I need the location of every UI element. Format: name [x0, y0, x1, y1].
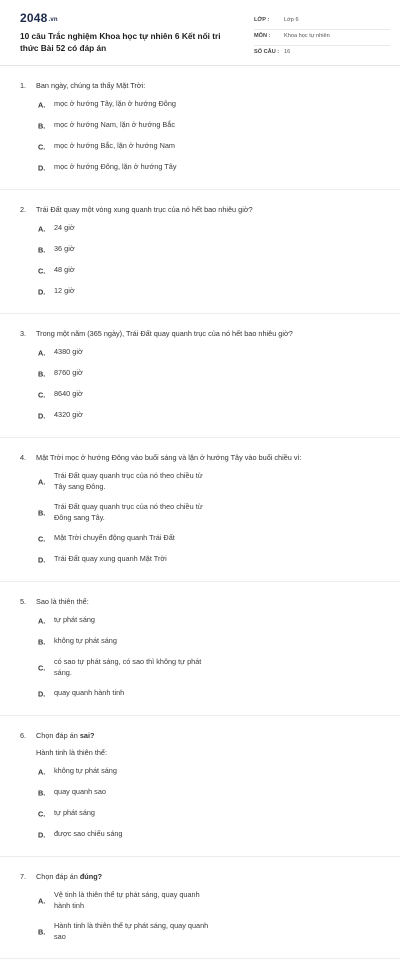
meta-value[interactable]: Lớp 6	[284, 17, 299, 23]
answer-text: Trái Đất quay quanh trục của nó theo chiều từ Tây sang Đông.	[54, 471, 203, 491]
answer-option[interactable]	[38, 502, 210, 523]
answer-option[interactable]	[38, 636, 210, 647]
answer-option[interactable]	[38, 471, 210, 492]
question-number: 4.	[20, 453, 27, 462]
answer-letter: B.	[38, 121, 46, 130]
question-text	[20, 452, 380, 463]
question-text	[20, 730, 380, 741]
answer-option[interactable]	[38, 99, 210, 110]
answer-option[interactable]	[38, 787, 210, 798]
answer-letter: C.	[38, 663, 46, 672]
question-number: 1.	[20, 81, 27, 90]
answer-letter: D.	[38, 555, 46, 564]
page-title: 10 câu Trắc nghiệm Khoa học tự nhiên 6 Kết nối tri thức Bài 52 có đáp án	[20, 31, 221, 53]
answer-letter: B.	[38, 369, 46, 378]
answer-option[interactable]	[38, 141, 210, 152]
answer-text: 48 giờ	[54, 265, 75, 275]
answer-text: quay quanh hành tinh	[54, 688, 125, 698]
question-subtext: Hành tinh là thiên thể:	[36, 748, 107, 757]
answer-text: Hành tinh là thiên thể tự phát sáng, quay quanh sao	[54, 921, 209, 941]
answer-text: Trái Đất quay xung quanh Mặt Trời	[54, 554, 167, 564]
question-number: 5.	[20, 597, 27, 606]
meta-label: SỐ CÂU :	[254, 49, 280, 55]
meta-box	[254, 14, 390, 62]
question-number: 3.	[20, 329, 27, 338]
answer-letter: A.	[38, 224, 46, 233]
meta-value: 16	[284, 49, 291, 55]
answer-text: không tự phát sáng	[54, 636, 117, 646]
answer-letter: B.	[38, 508, 46, 517]
answer-option[interactable]	[38, 368, 210, 379]
answer-text: 4380 giờ	[54, 347, 83, 357]
question-prompt: Ban ngày, chúng ta thấy Mặt Trời:	[36, 81, 146, 90]
answer-letter: C.	[38, 266, 46, 275]
answer-letter: C.	[38, 534, 46, 543]
answer-text: Vệ tinh là thiên thể tự phát sáng, quay quanh hành tinh	[54, 890, 200, 910]
answer-text: 24 giờ	[54, 223, 75, 233]
question-prompt: Sao là thiên thể:	[36, 597, 89, 606]
answer-letter: D.	[38, 830, 46, 839]
answer-option[interactable]	[38, 347, 210, 358]
answer-text: 8760 giờ	[54, 368, 83, 378]
answer-letter: C.	[38, 390, 46, 399]
answer-letter: A.	[38, 477, 46, 486]
answer-grid	[20, 99, 380, 183]
answer-text: 12 giờ	[54, 286, 75, 296]
question-text	[20, 871, 380, 882]
answer-grid	[20, 615, 380, 709]
answer-text: mọc ở hướng Bắc, lặn ở hướng Nam	[54, 141, 175, 151]
question-text	[20, 204, 380, 215]
answer-option[interactable]	[38, 554, 210, 565]
meta-label: LỚP :	[254, 17, 270, 23]
answer-letter: A.	[38, 100, 46, 109]
answer-text: 8640 giờ	[54, 389, 83, 399]
answer-text: Trái Đất quay quanh trục của nó theo chiều từ Đông sang Tây.	[54, 502, 203, 522]
answer-option[interactable]	[38, 615, 210, 626]
answer-text: mọc ở hướng Tây, lặn ở hướng Đông	[54, 99, 176, 109]
question-prompt: Chọn đáp án	[36, 731, 80, 740]
question-7	[0, 857, 400, 959]
question-prompt: Mặt Trời mọc ở hướng Đông vào buổi sáng và lặn ở hướng Tây vào buổi chiều vì:	[36, 453, 302, 462]
answer-text: tự phát sáng	[54, 615, 95, 625]
answer-option[interactable]	[38, 766, 210, 777]
question-prompt: Trái Đất quay một vòng xung quanh trục của nó hết bao nhiêu giờ?	[36, 205, 253, 214]
answer-option[interactable]	[38, 389, 210, 400]
meta-label: MÔN :	[254, 33, 271, 39]
meta-row-count	[254, 46, 390, 62]
answer-letter: C.	[38, 809, 46, 818]
answer-option[interactable]	[38, 808, 210, 819]
question-4	[0, 438, 400, 582]
question-5	[0, 582, 400, 716]
answer-letter: B.	[38, 927, 46, 936]
answer-option[interactable]	[38, 265, 210, 276]
question-2	[0, 190, 400, 314]
answer-grid	[20, 471, 380, 575]
answer-option[interactable]	[38, 533, 210, 544]
answer-grid	[20, 223, 380, 307]
answer-letter: B.	[38, 788, 46, 797]
question-list	[0, 66, 400, 959]
question-text	[20, 80, 380, 91]
answer-option[interactable]	[38, 657, 210, 678]
answer-text: không tự phát sáng	[54, 766, 117, 776]
answer-option[interactable]	[38, 162, 210, 173]
question-3	[0, 314, 400, 438]
answer-option[interactable]	[38, 890, 210, 911]
answer-text: mọc ở hướng Đông, lặn ở hướng Tây	[54, 162, 177, 172]
answer-option[interactable]	[38, 688, 210, 699]
answer-letter: D.	[38, 163, 46, 172]
answer-letter: A.	[38, 896, 46, 905]
answer-text: tự phát sáng	[54, 808, 95, 818]
answer-letter: A.	[38, 767, 46, 776]
answer-grid	[20, 766, 380, 850]
answer-option[interactable]	[38, 286, 210, 297]
question-emphasis: sai?	[79, 731, 95, 740]
answer-grid	[20, 890, 380, 952]
answer-text: 4320 giờ	[54, 410, 83, 420]
answer-text: quay quanh sao	[54, 787, 106, 797]
answer-option[interactable]	[38, 829, 210, 840]
meta-row-subject	[254, 30, 390, 46]
answer-letter: A.	[38, 348, 46, 357]
answer-text: 36 giờ	[54, 244, 75, 254]
answer-text: được sao chiếu sáng	[54, 829, 123, 839]
question-text	[20, 328, 380, 339]
answer-text: có sao tự phát sáng, có sao thì không tự phát sáng.	[54, 657, 202, 677]
answer-letter: D.	[38, 689, 46, 698]
meta-row-class	[254, 14, 390, 30]
question-number: 6.	[20, 731, 27, 740]
answer-option[interactable]	[38, 244, 210, 255]
answer-letter: B.	[38, 245, 46, 254]
meta-value[interactable]: Khoa học tự nhiên	[284, 33, 330, 39]
answer-letter: A.	[38, 616, 46, 625]
answer-text: mọc ở hướng Nam, lặn ở hướng Bắc	[54, 120, 175, 130]
answer-letter: D.	[38, 411, 46, 420]
answer-option[interactable]	[38, 223, 210, 234]
answer-option[interactable]	[38, 410, 210, 421]
question-prompt: Trong một năm (365 ngày), Trái Đất quay quanh trục của nó hết bao nhiêu giờ?	[36, 329, 293, 338]
answer-letter: C.	[38, 142, 46, 151]
question-number: 7.	[20, 872, 27, 881]
answer-option[interactable]	[38, 921, 210, 942]
header	[0, 0, 400, 66]
question-prompt: Chọn đáp án	[36, 872, 80, 881]
question-6	[0, 716, 400, 857]
answer-text: Mặt Trời chuyển động quanh Trái Đất	[54, 533, 175, 543]
answer-letter: B.	[38, 637, 46, 646]
site-logo[interactable]	[20, 11, 58, 25]
answer-grid	[20, 347, 380, 431]
answer-option[interactable]	[38, 120, 210, 131]
question-emphasis: đúng?	[79, 872, 103, 881]
question-text	[20, 596, 380, 607]
question-number: 2.	[20, 205, 27, 214]
answer-letter: D.	[38, 287, 46, 296]
question-1	[0, 66, 400, 190]
logo-text: 2048	[20, 11, 48, 25]
logo-suffix: .vn	[48, 17, 58, 23]
